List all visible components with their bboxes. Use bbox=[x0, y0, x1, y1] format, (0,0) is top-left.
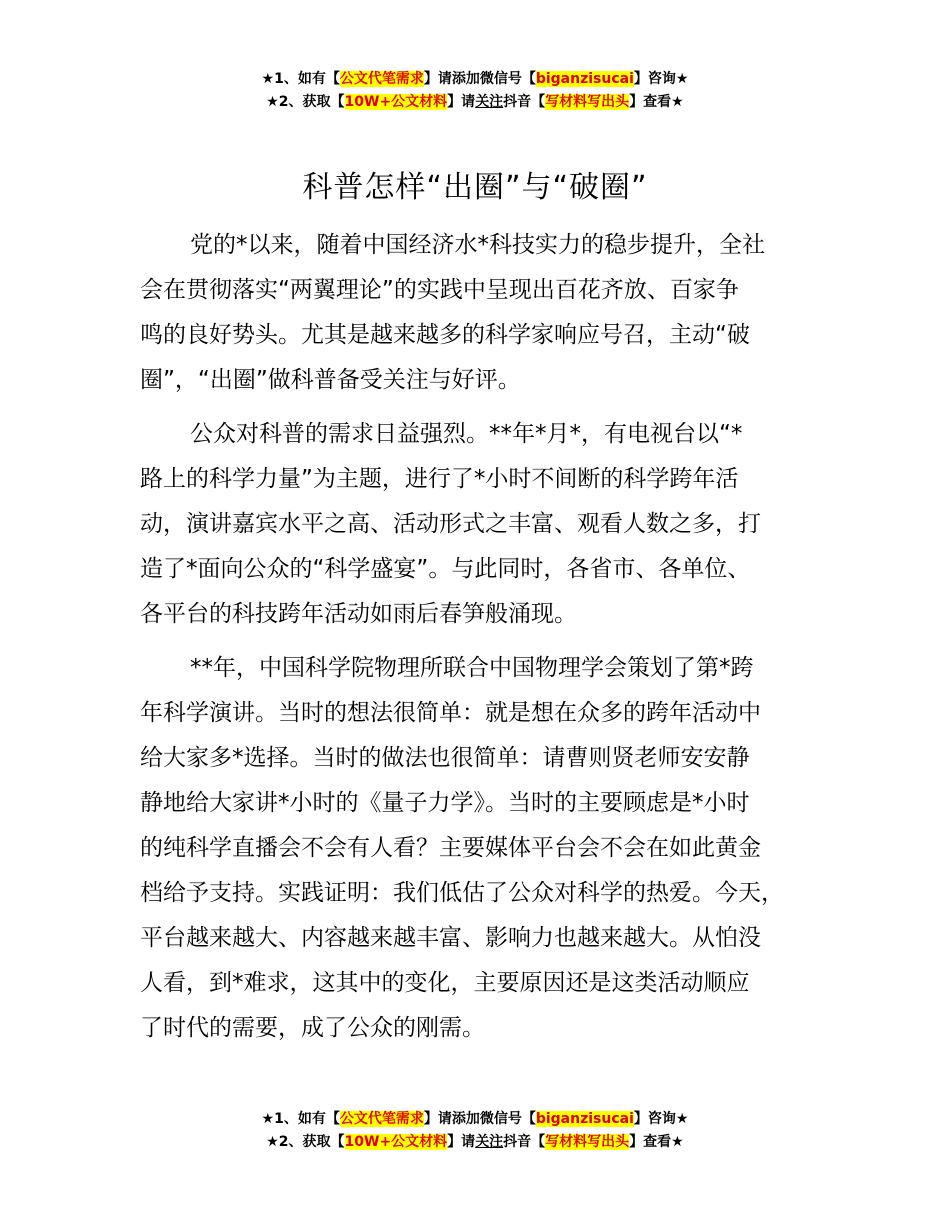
text-line: 造了*面向公众的“科学盛宴”。与此同时，各省市、各单位、 bbox=[140, 556, 751, 582]
underlined-follow: 关注 bbox=[475, 1134, 504, 1150]
highlight-wechat-id: biganzisucai bbox=[535, 71, 634, 87]
banner-line-1 bbox=[0, 1108, 950, 1131]
banner-text: 】请 bbox=[447, 1134, 476, 1150]
highlight-wechat-id: biganzisucai bbox=[535, 1111, 634, 1127]
text-line: 了时代的需要，成了公众的刚需。 bbox=[140, 1015, 485, 1041]
banner-text: ★1、如有【 bbox=[261, 71, 340, 87]
text-line: 的纯科学直播会不会有人看？主要媒体平台会不会在如此黄金 bbox=[140, 835, 761, 861]
banner-text: ★1、如有【 bbox=[261, 1111, 340, 1127]
footer-banner bbox=[0, 1108, 950, 1154]
text-line: 党的*以来，随着中国经济水*科技实力的稳步提升，全社 bbox=[190, 232, 765, 258]
text-line: 人看，到*难求，这其中的变化，主要原因还是这类活动顺应 bbox=[140, 970, 750, 996]
text-line: 平台越来越大、内容越来越丰富、影响力也越来越大。从怕没 bbox=[140, 925, 761, 951]
text-line: 静地给大家讲*小时的《量子力学》。当时的主要顾虑是*小时 bbox=[140, 790, 750, 816]
banner-text: 抖音【 bbox=[503, 1134, 546, 1150]
highlight-ghostwriting: 公文代笔需求 bbox=[339, 71, 424, 87]
text-line: 动，演讲嘉宾水平之高、活动形式之丰富、观看人数之多，打 bbox=[140, 511, 761, 537]
highlight-ghostwriting: 公文代笔需求 bbox=[339, 1111, 424, 1127]
banner-text: 】咨询★ bbox=[633, 1111, 689, 1127]
banner-text: ★2、获取【 bbox=[266, 1134, 345, 1150]
banner-text: 】请添加微信号【 bbox=[423, 71, 536, 87]
highlight-douyin-account: 写材料写出头 bbox=[545, 94, 630, 110]
text-line: **年，中国科学院物理所联合中国物理学会策划了第*跨 bbox=[190, 655, 754, 681]
paragraph-1 bbox=[140, 223, 830, 403]
text-line: 鸣的良好势头。尤其是越来越多的科学家响应号召，主动“破 bbox=[140, 322, 750, 348]
highlight-douyin-account: 写材料写出头 bbox=[545, 1134, 630, 1150]
document-body bbox=[140, 223, 830, 1060]
text-line: 圈”，“出圈”做科普备受关注与好评。 bbox=[140, 367, 521, 393]
highlight-materials: 10W+公文材料 bbox=[344, 94, 448, 110]
banner-text: 】查看★ bbox=[629, 1134, 684, 1150]
text-line: 各平台的科技跨年活动如雨后春笋般涌现。 bbox=[140, 601, 577, 627]
banner-text: 】查看★ bbox=[629, 94, 684, 110]
header-banner bbox=[0, 68, 950, 114]
banner-text: 】请添加微信号【 bbox=[423, 1111, 536, 1127]
text-line: 档给予支持。实践证明：我们低估了公众对科学的热爱。今天， bbox=[140, 880, 784, 906]
paragraph-3 bbox=[140, 646, 830, 1051]
banner-line-1 bbox=[0, 68, 950, 91]
banner-text: 抖音【 bbox=[503, 94, 546, 110]
text-line: 年科学演讲。当时的想法很简单：就是想在众多的跨年活动中 bbox=[140, 700, 761, 726]
banner-text: 】请 bbox=[447, 94, 476, 110]
banner-line-2 bbox=[0, 91, 950, 114]
text-line: 给大家多*选择。当时的做法也很简单：请曹则贤老师安安静 bbox=[140, 745, 750, 771]
text-line: 公众对科普的需求日益强烈。**年*月*，有电视台以“* bbox=[190, 421, 743, 447]
highlight-materials: 10W+公文材料 bbox=[344, 1134, 448, 1150]
document-title: 科普怎样“出圈”与“破圈” bbox=[302, 170, 648, 205]
text-line: 路上的科学力量”为主题，进行了*小时不间断的科学跨年活 bbox=[140, 466, 739, 492]
text-line: 会在贯彻落实“两翼理论”的实践中呈现出百花齐放、百家争 bbox=[140, 277, 739, 303]
banner-line-2 bbox=[0, 1131, 950, 1154]
banner-text: 】咨询★ bbox=[633, 71, 689, 87]
paragraph-2 bbox=[140, 412, 830, 637]
banner-text: ★2、获取【 bbox=[266, 94, 345, 110]
underlined-follow: 关注 bbox=[475, 94, 504, 110]
